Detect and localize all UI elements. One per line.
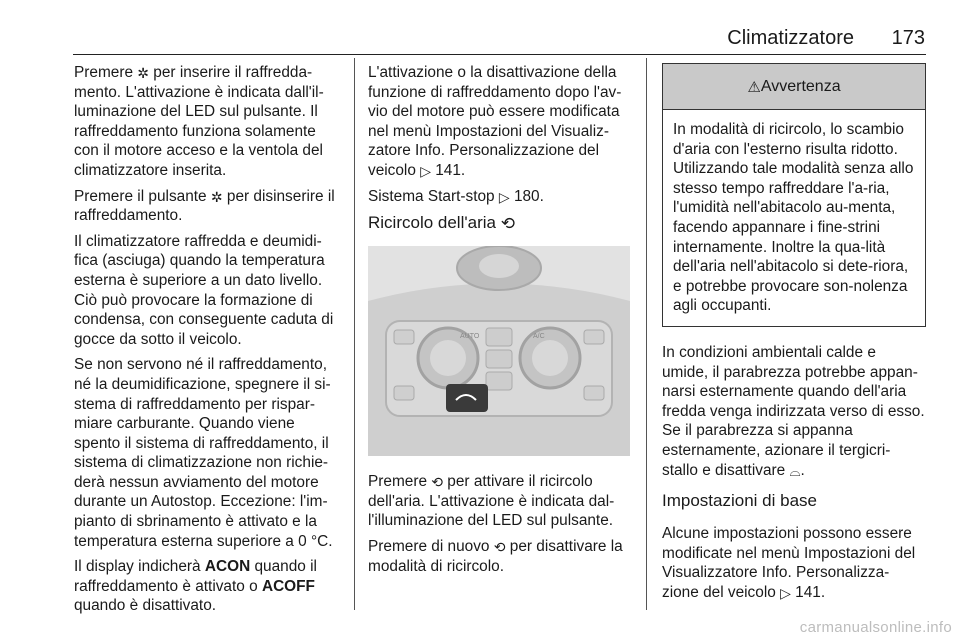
paragraph-ac-on: Premere ✲ per inserire il raffredda-mento. L'attivazione è indicata dall'il-luminazione del LED sul pulsante. Il raffreddamento funziona solamente con il motore acceso e la ventola del climatizzatore inserita. [74, 64, 324, 179]
page-reference-icon: ▷ [498, 188, 510, 205]
warning-box [662, 63, 926, 327]
paragraph-display: Il display indicherà ACON quando il raffreddamento è attivato o ACOFF quando è disattivato. [74, 558, 317, 615]
ac-snowflake-icon: ✲ [137, 65, 150, 81]
page-reference-icon: ▷ [420, 162, 431, 179]
wiper-icon: ⌓ [789, 462, 801, 479]
watermark: carmanualsonline.info [799, 619, 952, 636]
recirculation-button-highlight [446, 384, 488, 412]
section-heading-basic-settings: Impostazioni di base [662, 491, 817, 511]
paragraph-recirc-on: Premere ⟲ per attivare il ricircolo dell'aria. L'attivazione è indicata dal-l'illuminazione del LED sul pulsante. [368, 473, 615, 530]
paragraph-save-fuel: Se non servono né il raffreddamento, né la deumidificazione, spegnere il si-stema di raffreddamento per rispar-miare carburante. Quando viene spento il sistema di raffreddamento, il sistema di climatizzazione non richie-derà nessun avviamento del motore durante un Autostop. Eccezione: l'im-pianto di sbrinamento è attivato e la temperatura esterna superiore a 0 °C. [74, 356, 333, 550]
running-header-title: Climatizzatore [727, 27, 854, 49]
column-divider-right [646, 58, 647, 610]
column-divider-left [354, 58, 355, 610]
page-reference-icon: ▷ [780, 584, 791, 601]
recirculation-icon: ⟲ [493, 538, 506, 555]
paragraph-start-stop: Sistema Start-stop ▷ 180. [368, 187, 544, 205]
climate-panel-photo [368, 246, 630, 456]
paragraph-settings: L'attivazione o la disattivazione della funzione di raffreddamento dopo l'av-vio del motore può essere modificata nel menù Impostazioni del Visualiz-zatore Info. Personalizzazione del veicolo ▷ 141. [368, 64, 622, 179]
paragraph-windscreen: In condizioni ambientali calde e umide, il parabrezza potrebbe appan-narsi esternamente quando dell'aria fredda venga indirizzata verso di esso. Se il parabrezza si appanna esternamente, azionare il tergicri-stallo e disattivare ⌓. [662, 343, 925, 479]
warning-triangle-icon: ⚠ [747, 79, 761, 96]
recirculation-icon: ⟲ [431, 474, 444, 491]
warning-header: ⚠Avvertenza [663, 64, 925, 110]
paragraph-dehumidify: Il climatizzatore raffredda e deumidi-fica (asciuga) quando la temperatura esterna è superiore a un dato livello. Ciò può provocare la formazione di condensa, con conseguente caduta di gocce da sotto il veicolo. [74, 232, 334, 348]
recirculation-icon: ⟲ [500, 214, 515, 234]
left-column [74, 63, 344, 622]
panel-ac-label: A/C [533, 333, 545, 341]
paragraph-ac-off: Premere il pulsante ✲ per disinserire il raffreddamento. [74, 187, 335, 225]
warning-body: In modalità di ricircolo, lo scambio d'aria con l'esterno risulta ridotto. Utilizzando tale modalità senza allo stesso tempo raffreddare l'a-ria, l'umidità nell'abitacolo au-menta, facendo appannare i fine-strini internamente. Inoltre la qua-lità dell'aria nell'abitacolo si dete-riora, e potrebbe provocare son-nolenza agli occupanti. [673, 121, 914, 315]
section-heading-recirculation: Ricircolo dell'aria ⟲ [368, 213, 515, 234]
header-rule [73, 54, 926, 55]
climate-panel-illustration [368, 246, 630, 456]
panel-auto-label: AUTO [460, 333, 480, 341]
ac-snowflake-icon: ✲ [210, 188, 223, 205]
paragraph-recirc-off: Premere di nuovo ⟲ per disattivare la modalità di ricircolo. [368, 537, 623, 575]
paragraph-basic-settings: Alcune impostazioni possono essere modificate nel menù Impostazioni del Visualizzatore Info. Personalizza-zione del veicolo ▷ 141. [662, 525, 916, 601]
middle-column [368, 63, 634, 582]
acon-label: ACON [204, 558, 251, 576]
page-number: 173 [891, 27, 925, 49]
acoff-label: ACOFF [261, 577, 315, 595]
right-column [662, 63, 926, 608]
